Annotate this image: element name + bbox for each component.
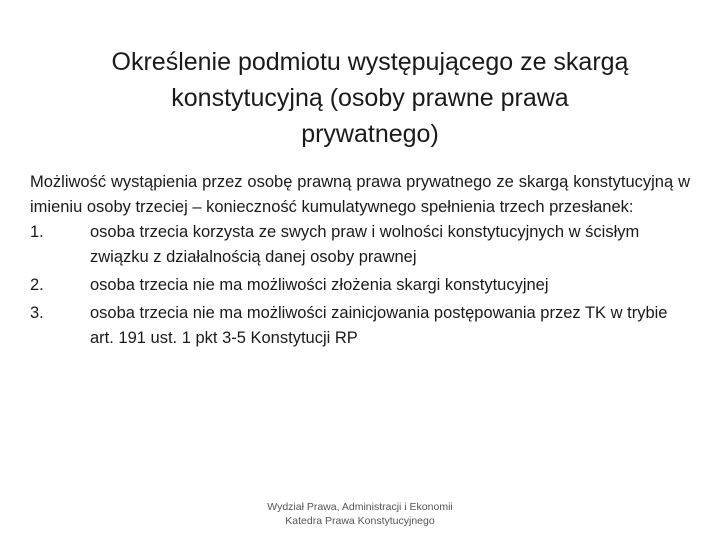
list-item-text: osoba trzecia nie ma możliwości złożenia skargi konstytucyjnej: [90, 276, 549, 294]
list-item-text: osoba trzecia korzysta ze swych praw i wolności konstytucyjnych w ścisłym związku z działalnością danej osoby prawnej: [90, 223, 640, 266]
list-item: [30, 301, 690, 351]
list-item-number: 3.: [30, 304, 44, 322]
condition-list: [30, 220, 690, 351]
slide-title-line-2: konstytucyjną (osoby prawne prawa: [171, 84, 569, 112]
slide-footer: [210, 500, 510, 528]
list-item: [30, 220, 690, 270]
intro-paragraph: Możliwość wystąpienia przez osobę prawną prawa prywatnego ze skargą konstytucyjną w imieniu osoby trzeciej – konieczność kumulatywnego spełnienia trzech przesłanek:: [30, 173, 690, 216]
slide-title-line-1: Określenie podmiotu występującego ze skargą: [111, 48, 629, 76]
footer-department: Katedra Prawa Konstytucyjnego: [285, 515, 435, 527]
list-item-number: 1.: [30, 223, 44, 241]
slide-title: [90, 44, 650, 152]
list-item-number: 2.: [30, 276, 44, 294]
slide-body: [30, 170, 690, 351]
footer-faculty: Wydział Prawa, Administracji i Ekonomii: [267, 501, 453, 513]
slide-title-line-3: prywatnego): [301, 120, 439, 148]
list-item: [30, 273, 690, 298]
list-item-text: osoba trzecia nie ma możliwości zainicjowania postępowania przez TK w trybie art. 191 ust. 1 pkt 3-5 Konstytucji RP: [90, 304, 668, 347]
